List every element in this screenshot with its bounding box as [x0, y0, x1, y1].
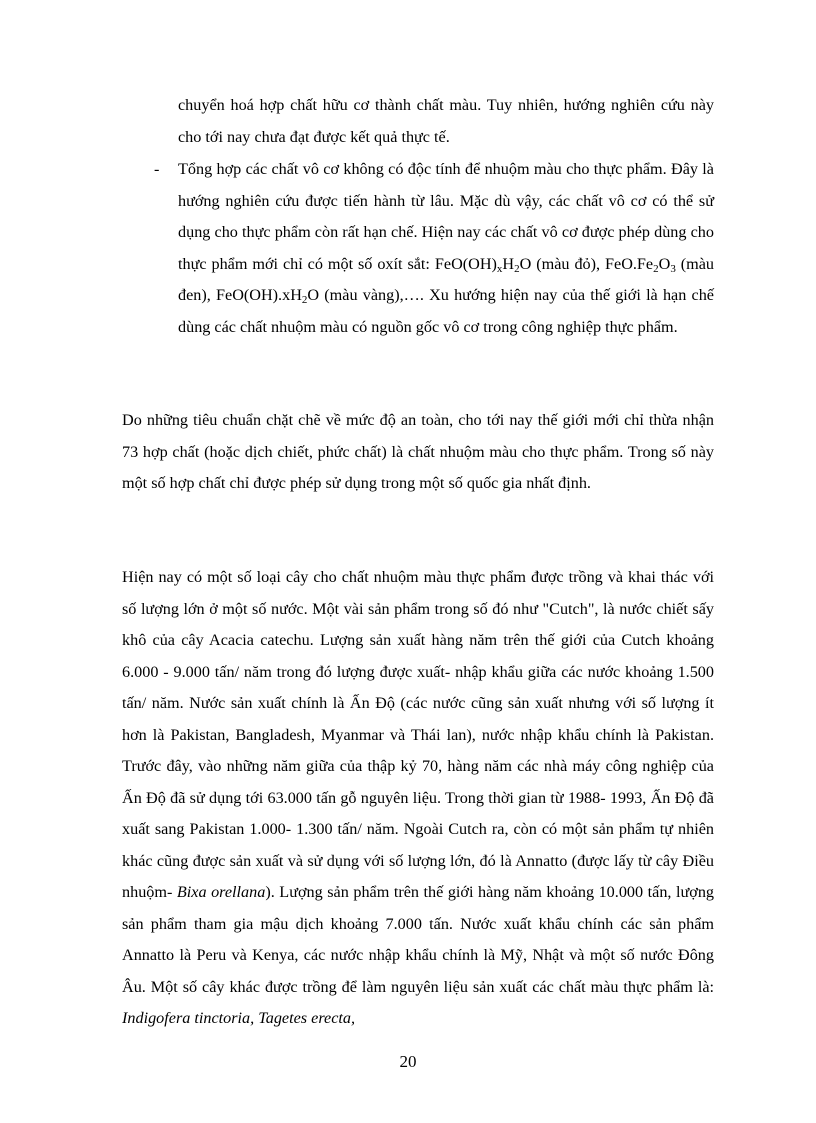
- inorganic-intro-text: Tổng hợp các chất vô cơ không có độc tính để nhuộm màu cho thực phẩm. Đây là hướng nghiên cứu được tiến hành từ lâu. Mặc dù vậy, các chất vô cơ có thể sử dụng cho thực phẩm còn rất hạn chế. Hiện nay các chất vô cơ được phép dùng cho thực phẩm mới chỉ có một số oxít sắt:: [178, 160, 714, 273]
- species-name: Bixa orellana: [176, 883, 266, 901]
- page-number: 20: [399, 1052, 417, 1071]
- paragraph-natural-colorants: Hiện nay có một số loại cây cho chất nhuộm màu thực phẩm được trồng và khai thác với số lượng lớn ở một số nước. Một vài sản phẩm trong số đó như "Cutch", là nước chiết sấy khô của cây Acacia catechu. Lượng sản xuất hàng năm trên thế giới của Cutch khoảng 6.000 - 9.000 tấn/ năm trong đó lượng được xuất- nhập khẩu giữa các nước khoảng 1.500 tấn/ năm. Nước sản xuất chính là Ấn Độ (các nước cũng sản xuất nhưng với số lượng ít hơn là Pakistan, Bangladesh, Myanmar và Thái lan), nước nhập khẩu chính là Pakistan. Trước đây, vào những năm giữa của thập kỷ 70, hàng năm các nhà máy công nghiệp của Ấn Độ đã sử dụng tới 63.000 tấn gỗ nguyên liệu. Trong thời gian từ 1988- 1993, Ấn Độ đã xuất sang Pakistan 1.000- 1.300 tấn/ năm. Ngoài Cutch ra, còn có một sản phẩm tự nhiên khác cũng được sản xuất và sử dụng với số lượng lớn, đó là Annatto (được lấy từ cây Điều nhuộm- Bixa orellana). Lượng sản phẩm trên thế giới hàng năm khoảng 10.000 tấn, lượng sản phẩm tham gia mậu dịch khoảng 7.000 tấn. Nước xuất khẩu chính các sản phẩm Annatto là Peru và Kenya, các nước nhập khẩu chính là Mỹ, Nhật và một số nước Đông Âu. Một số cây khác được trồng để làm nguyên liệu sản xuất các chất màu thực phẩm là: Indigofera tinctoria, Tagetes erecta,: [122, 568, 715, 1027]
- paragraph-standards: Do những tiêu chuẩn chặt chẽ về mức độ an toàn, cho tới nay thế giới mới chỉ thừa nhận 73 hợp chất (hoặc dịch chiết, phức chất) là chất nhuộm màu cho thực phẩm. Trong số này một số hợp chất chỉ được phép sử dụng trong một số quốc gia nhất định.: [122, 411, 714, 492]
- list-dash: -: [154, 160, 160, 178]
- species-names: Indigofera tinctoria, Tagetes erecta,: [122, 1009, 356, 1027]
- paragraph-inorganic-colorants: [178, 154, 714, 343]
- paragraph-continuation: chuyển hoá hợp chất hữu cơ thành chất màu. Tuy nhiên, hướng nghiên cứu này cho tới nay chưa đạt được kết quả thực tế.: [178, 96, 714, 146]
- formula-text: $FeO(OH)_xH_2O$ (màu đỏ), $FeO.Fe_2O_3$ (màu đen), $FeO(OH).xH_2O$ (màu vàng),…. Xu hướng hiện nay của thế giới là hạn chế dùng các chất nhuộm màu có nguồn gốc vô cơ trong công nghiệp thực phẩm.: [178, 254, 715, 336]
